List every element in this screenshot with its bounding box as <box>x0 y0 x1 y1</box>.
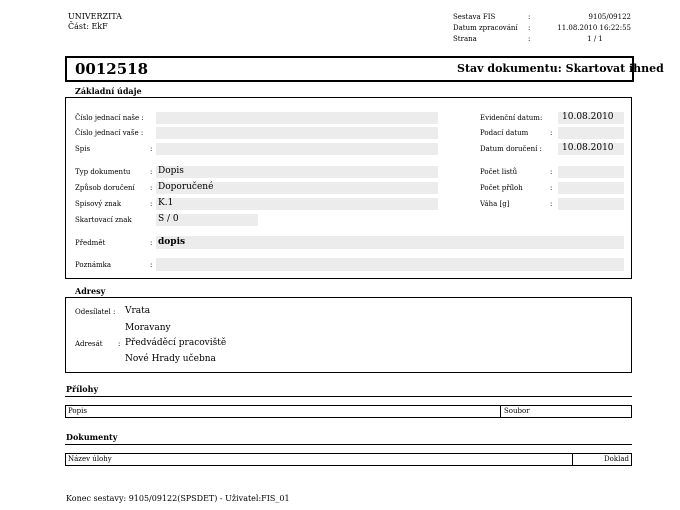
spis-colon: : <box>150 145 153 153</box>
report-colon: : <box>528 13 531 21</box>
poznamka-colon: : <box>150 261 153 269</box>
documents-col-divider <box>572 454 573 465</box>
zpusob-colon: : <box>150 184 153 192</box>
evid-field <box>558 112 624 124</box>
predmet-field <box>156 236 624 249</box>
section-title-basic: Základní údaje <box>75 86 142 96</box>
date-value: 11.08.2010 16:22:55 <box>557 24 631 32</box>
recipient-label: Adresát <box>75 340 103 348</box>
date-label: Datum zpracování <box>453 24 518 32</box>
spis-field <box>156 143 438 155</box>
listy-label: Počet listů <box>480 168 518 176</box>
evid-label: Evidenční datum: <box>480 114 543 122</box>
documents-table-header <box>65 453 632 466</box>
university-name: UNIVERZITA <box>68 12 122 21</box>
podaci-field <box>558 127 624 139</box>
skart-value: S / 0 <box>158 214 179 224</box>
prilohy-field <box>558 182 624 194</box>
skart-label: Skartovací znak <box>75 216 132 224</box>
predmet-colon: : <box>150 239 153 247</box>
vaha-field <box>558 198 624 210</box>
col-header-description: Popis <box>68 407 87 415</box>
prilohy-colon: : <box>550 184 553 192</box>
document-number: 0012518 <box>75 60 149 78</box>
page-colon: : <box>528 35 531 43</box>
section-title-addresses: Adresy <box>75 286 106 296</box>
predmet-label: Předmět <box>75 239 106 247</box>
recipient-colon: : <box>118 340 121 348</box>
zpusob-label: Způsob doručení <box>75 184 135 192</box>
spisovy-colon: : <box>150 200 153 208</box>
section-title-documents: Dokumenty <box>66 432 118 442</box>
document-status-value: Skartovat ihned <box>565 62 664 75</box>
report-footer: Konec sestavy: 9105/09122(SPSDET) - Uživatel:FIS_01 <box>66 494 290 503</box>
doruc-label: Datum doručení : <box>480 145 542 153</box>
sender-value: Vrata <box>125 306 151 316</box>
cj-vase-field <box>156 127 438 139</box>
recipient-value: Předváděcí pracoviště <box>125 338 227 348</box>
sender-line2: Moravany <box>125 323 171 333</box>
doruc-value: 10.08.2010 <box>562 143 614 153</box>
attachments-table-header <box>65 405 632 418</box>
podaci-colon: : <box>550 129 553 137</box>
listy-field <box>558 166 624 178</box>
doruc-field <box>558 143 624 155</box>
typ-label: Typ dokumentu <box>75 168 131 176</box>
vaha-colon: : <box>550 200 553 208</box>
vaha-label: Váha [g] <box>480 200 510 208</box>
typ-field <box>156 166 438 178</box>
documents-divider <box>65 444 632 445</box>
cj-nase-label: Číslo jednací naše : <box>75 114 144 122</box>
attachments-divider <box>65 396 632 397</box>
document-status <box>457 62 664 75</box>
listy-colon: : <box>550 168 553 176</box>
zpusob-value: Doporučené <box>158 182 214 192</box>
recipient-line2: Nové Hrady učebna <box>125 354 216 364</box>
cj-nase-field <box>156 112 438 124</box>
poznamka-field <box>156 258 624 271</box>
cj-vase-label: Číslo jednací vaše : <box>75 129 144 137</box>
col-header-doc: Doklad <box>604 455 629 463</box>
typ-colon: : <box>150 168 153 176</box>
section-title-attachments: Přílohy <box>66 384 99 394</box>
document-status-label: Stav dokumentu: <box>457 62 562 75</box>
typ-value: Dopis <box>158 166 184 176</box>
col-header-task: Název úlohy <box>68 455 112 463</box>
col-header-file: Soubor <box>504 407 530 415</box>
page-value: 1 / 1 <box>587 35 603 43</box>
spisovy-field <box>156 198 438 210</box>
podaci-label: Podací datum <box>480 129 529 137</box>
spisovy-value: K.1 <box>158 198 174 208</box>
predmet-value: dopis <box>158 237 186 247</box>
report-value: 9105/09122 <box>588 13 631 21</box>
spisovy-label: Spisový znak <box>75 200 122 208</box>
document-header-box <box>65 56 664 82</box>
attachments-col-divider <box>500 406 501 417</box>
faculty-part: Část: EkF <box>68 22 108 31</box>
skart-field <box>156 214 258 226</box>
prilohy-label: Počet příloh <box>480 184 523 192</box>
poznamka-label: Poznámka <box>75 261 112 269</box>
date-colon: : <box>528 24 531 32</box>
zpusob-field <box>156 182 438 194</box>
report-label: Sestava FIS <box>453 13 496 21</box>
evid-value: 10.08.2010 <box>562 112 614 122</box>
sender-label: Odesílatel : <box>75 308 116 316</box>
spis-label: Spis <box>75 145 91 153</box>
page-label: Strana <box>453 35 477 43</box>
